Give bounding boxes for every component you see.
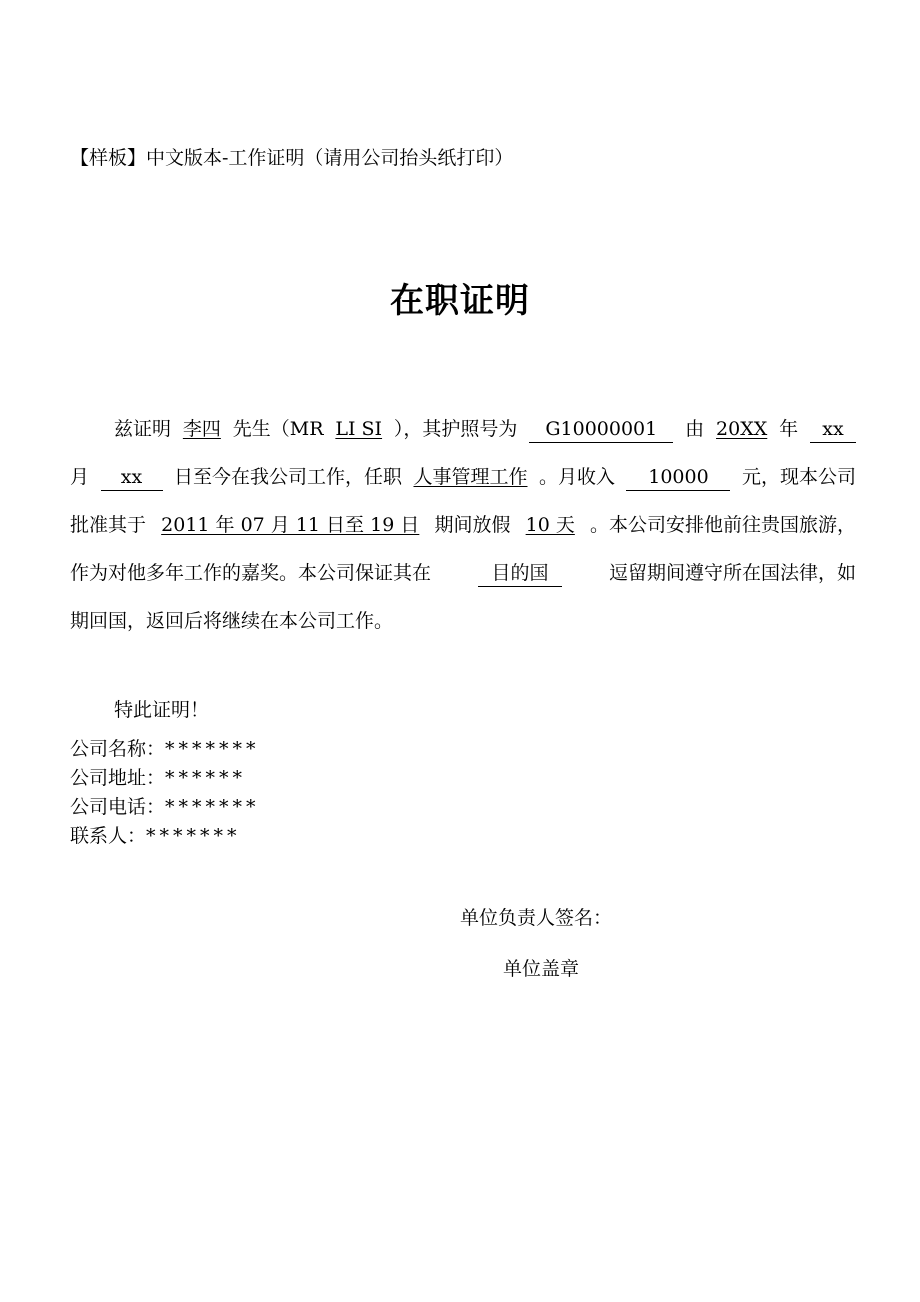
return-text: 期回国，返回后将继续在本公司工作。 bbox=[70, 610, 394, 632]
contact-person bbox=[70, 822, 260, 851]
company-stamp-label: 单位盖章 bbox=[503, 958, 580, 980]
body-line-3 bbox=[70, 501, 856, 549]
header-note: 【样板】中文版本-工作证明（请用公司抬头纸打印） bbox=[70, 147, 514, 169]
contact-block bbox=[70, 735, 260, 851]
approve-text: 批准其于 bbox=[70, 514, 147, 536]
document-title: 在职证明 bbox=[390, 281, 530, 321]
reward-text: 作为对他多年工作的嘉奖。本公司保证其在 bbox=[70, 562, 432, 584]
certificate-body bbox=[70, 405, 856, 645]
body-line-1 bbox=[70, 405, 856, 453]
contact-company-address bbox=[70, 764, 260, 793]
contact-label: 公司地址： bbox=[70, 767, 166, 789]
leave-days: 10 天 bbox=[525, 514, 575, 536]
contact-value: ****** bbox=[165, 767, 247, 789]
contact-company-name bbox=[70, 735, 260, 764]
contact-value: ******* bbox=[165, 738, 260, 760]
title-text: 先生（MR bbox=[232, 418, 324, 440]
start-day: xx bbox=[101, 464, 163, 491]
body-line-4 bbox=[70, 549, 856, 597]
start-year: 20XX bbox=[716, 418, 768, 440]
income-label: 。月收入 bbox=[538, 466, 615, 488]
month-char: 月 bbox=[70, 466, 90, 488]
travel-text: 。本公司安排他前往贵国旅游， bbox=[589, 514, 856, 536]
contact-label: 联系人： bbox=[70, 825, 147, 847]
from-text: 由 bbox=[685, 418, 705, 440]
law-text: 逗留期间遵守所在国法律，如 bbox=[608, 562, 856, 584]
passport-number: G10000001 bbox=[529, 416, 673, 443]
year-char: 年 bbox=[779, 418, 799, 440]
contact-label: 公司电话： bbox=[70, 796, 166, 818]
passport-label: ），其护照号为 bbox=[393, 418, 518, 440]
destination: 目的国 bbox=[478, 560, 562, 587]
work-text: 日至今在我公司工作，任职 bbox=[173, 466, 402, 488]
body-line-5 bbox=[70, 597, 856, 645]
contact-label: 公司名称： bbox=[70, 738, 166, 760]
contact-value: ******* bbox=[146, 825, 241, 847]
monthly-income: 10000 bbox=[626, 464, 730, 491]
employee-english-name: LI SI bbox=[335, 418, 383, 440]
contact-company-phone bbox=[70, 793, 260, 822]
position: 人事管理工作 bbox=[413, 466, 528, 488]
body-line-2 bbox=[70, 453, 856, 501]
intro-text: 兹证明 bbox=[114, 418, 172, 440]
employee-name: 李四 bbox=[182, 418, 221, 440]
leave-mid-text: 期间放假 bbox=[434, 514, 511, 536]
start-month: xx bbox=[810, 416, 856, 443]
leave-period: 2011 年 07 月 11 日至 19 日 bbox=[161, 514, 420, 536]
line2-end-text: 元，现本公司 bbox=[741, 466, 856, 488]
contact-value: ******* bbox=[165, 796, 260, 818]
closing-text: 特此证明！ bbox=[114, 699, 210, 721]
signer-signature-label: 单位负责人签名： bbox=[460, 907, 613, 929]
